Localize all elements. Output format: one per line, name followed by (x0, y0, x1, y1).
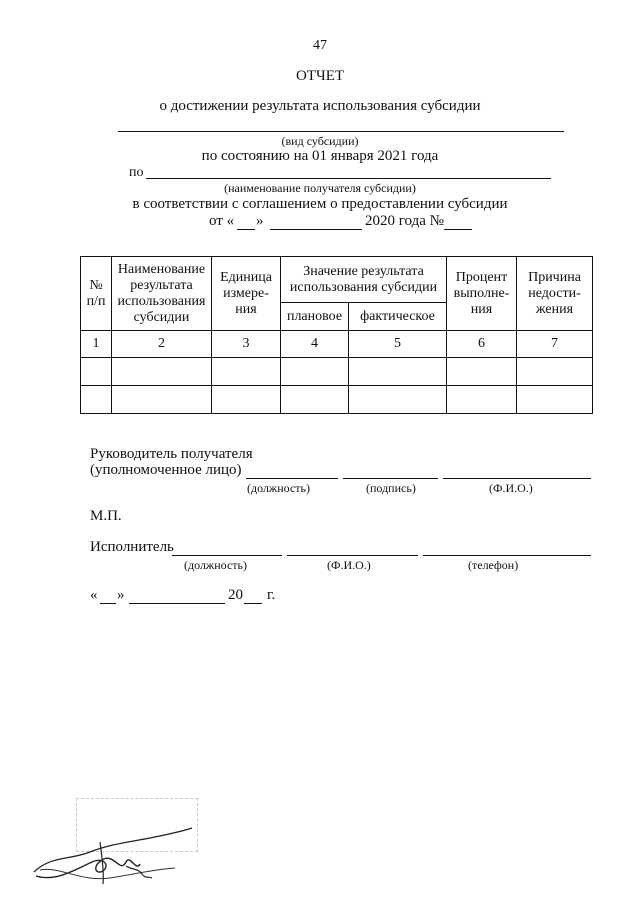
po-label: по (129, 165, 144, 180)
head-label-2: (уполномоченное лицо) (90, 462, 242, 478)
header-name: Наименование результата использования субсидии (112, 257, 212, 331)
executor-phone-caption: (телефон) (468, 558, 519, 572)
table-cell (281, 358, 349, 386)
table-cell (112, 386, 212, 414)
document-title: ОТЧЕТ (295, 68, 345, 84)
as-of-date: по состоянию на 01 января 2021 года (201, 148, 439, 164)
agreement-line: в соответствии с соглашением о предоставлении субсидии (132, 196, 508, 212)
date-month-line (129, 603, 225, 604)
header-unit: Единица измере-ния (212, 257, 281, 331)
header-planned: плановое (281, 303, 349, 331)
recipient-caption: (наименование получателя субсидии) (224, 181, 416, 195)
agreement-number-line (444, 229, 472, 230)
index-cell: 3 (212, 331, 281, 358)
head-label-1: Руководитель получателя (90, 446, 253, 462)
executor-position-caption: (должность) (184, 558, 247, 572)
date-close-quote: » (117, 587, 125, 603)
index-cell: 4 (281, 331, 349, 358)
header-value-group: Значение результата использования субсидии (281, 257, 447, 303)
date-day-line (100, 603, 116, 604)
header-percent: Процент выполне-ния (447, 257, 517, 331)
executor-fio-caption: (Ф.И.О.) (327, 558, 371, 572)
index-cell: 7 (517, 331, 593, 358)
header-num: № п/п (81, 257, 112, 331)
table-cell (447, 386, 517, 414)
head-fio-line (443, 478, 591, 479)
agreement-date-year: 2020 года № (365, 213, 444, 229)
index-cell: 5 (349, 331, 447, 358)
head-fio-caption: (Ф.И.О.) (489, 481, 533, 495)
table-cell (212, 386, 281, 414)
head-position-line (246, 478, 338, 479)
date-year-prefix: 20 (228, 587, 243, 603)
table-cell (212, 358, 281, 386)
date-open-quote: « (90, 587, 98, 603)
head-position-caption: (должность) (247, 481, 310, 495)
index-row (81, 331, 593, 358)
agreement-day-line (237, 229, 255, 230)
table-cell (447, 358, 517, 386)
date-suffix: г. (267, 587, 276, 603)
table-cell (349, 358, 447, 386)
header-reason: Причина недости-жения (517, 257, 593, 331)
agreement-month-line (270, 229, 362, 230)
signature-mark (30, 812, 200, 892)
document-subtitle: о достижении результата использования субсидии (159, 98, 481, 114)
table-cell (517, 386, 593, 414)
table-row (81, 358, 593, 386)
executor-label: Исполнитель (90, 539, 174, 555)
subsidy-type-line (118, 131, 564, 132)
index-cell: 1 (81, 331, 112, 358)
date-year-line (244, 603, 262, 604)
executor-position-line (172, 555, 282, 556)
table-cell (517, 358, 593, 386)
table-cell (112, 358, 212, 386)
executor-phone-line (423, 555, 591, 556)
table-cell (281, 386, 349, 414)
page-number: 47 (313, 38, 327, 53)
index-cell: 6 (447, 331, 517, 358)
table-cell (81, 386, 112, 414)
table-row (81, 386, 593, 414)
agreement-date-quote: » (256, 213, 264, 229)
subsidy-type-caption: (вид субсидии) (281, 134, 359, 148)
mp-label: М.П. (90, 508, 122, 524)
index-cell: 2 (112, 331, 212, 358)
executor-fio-line (287, 555, 418, 556)
table-cell (81, 358, 112, 386)
report-table (80, 256, 593, 414)
agreement-date-ot: от « (209, 213, 235, 229)
header-actual: фактическое (349, 303, 447, 331)
table-cell (349, 386, 447, 414)
recipient-line (146, 178, 551, 179)
head-signature-caption: (подпись) (366, 481, 416, 495)
head-signature-line (343, 478, 438, 479)
